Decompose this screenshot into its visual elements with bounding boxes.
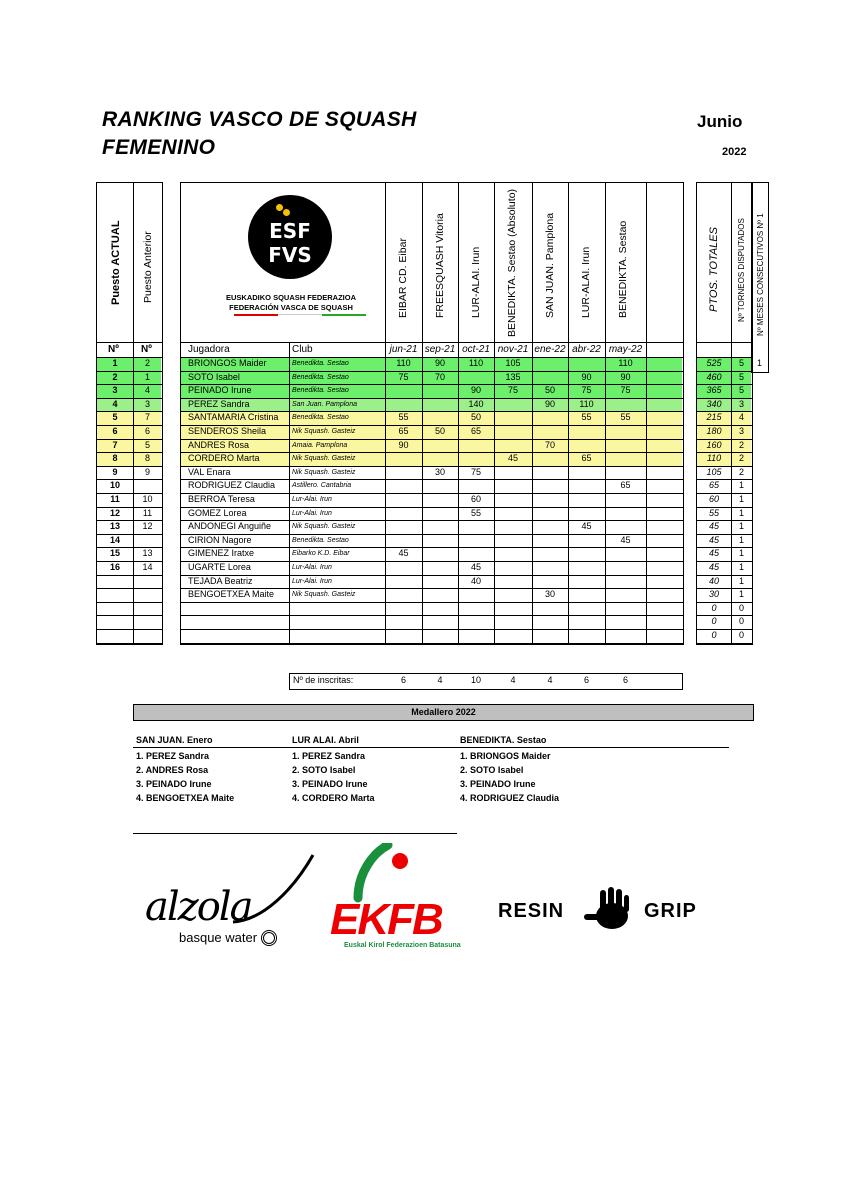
score-cell: 30 bbox=[434, 466, 445, 477]
tournaments-played: 1 bbox=[738, 589, 744, 600]
ekfb-logo bbox=[330, 843, 475, 958]
logo-line1: ESF bbox=[269, 219, 311, 243]
row-position: 1 bbox=[112, 358, 118, 368]
row-divider bbox=[96, 575, 162, 576]
row-position: 11 bbox=[110, 494, 120, 504]
row-divider bbox=[180, 561, 683, 562]
player-club: Benedikta. Sestao bbox=[292, 360, 349, 367]
row-prev-position: 3 bbox=[144, 398, 150, 409]
player-name: BERROA Teresa bbox=[188, 494, 255, 504]
score-cell: 45 bbox=[620, 534, 631, 545]
score-cell: 65 bbox=[398, 426, 409, 436]
medallero-divider bbox=[133, 833, 457, 834]
hand-print-icon bbox=[580, 886, 642, 936]
player-club: San Juan. Pamplona bbox=[292, 400, 357, 408]
row-position: 12 bbox=[109, 507, 120, 518]
row-position: 14 bbox=[109, 534, 120, 545]
row-prev-position: 11 bbox=[142, 507, 153, 518]
inscritas-value: 6 bbox=[622, 675, 628, 685]
medallero-title: Medallero 2022 bbox=[411, 707, 476, 717]
row-prev-position: 7 bbox=[144, 412, 150, 423]
score-cell: 75 bbox=[507, 385, 518, 396]
tournament-date: ene-22 bbox=[534, 344, 566, 355]
esf-logo bbox=[248, 195, 332, 279]
logo-green-stripe bbox=[322, 314, 366, 316]
row-divider bbox=[180, 643, 683, 644]
no-header: Nº bbox=[141, 344, 152, 355]
inscritas-value: 4 bbox=[510, 675, 516, 685]
tournament-date: may-22 bbox=[608, 344, 643, 355]
score-cell: 70 bbox=[434, 371, 445, 382]
medallero-item: 2. SOTO Isabel bbox=[460, 765, 524, 775]
tournament-header: FREESQUASH Vitoria bbox=[434, 213, 446, 318]
total-points: 30 bbox=[708, 589, 719, 600]
medallero-item: 1. PEREZ Sandra bbox=[136, 751, 210, 761]
player-name: CIRION Nagore bbox=[188, 534, 252, 545]
score-cell: 55 bbox=[620, 412, 631, 423]
row-divider bbox=[180, 342, 683, 343]
tournament-header: LUR-ALAI. Irun bbox=[580, 246, 592, 318]
score-cell: 75 bbox=[398, 371, 409, 382]
row-divider bbox=[180, 439, 683, 440]
score-cell: 90 bbox=[470, 385, 481, 396]
meses-header: Nº MESES CONSECUTIVOS Nº 1 bbox=[756, 213, 765, 336]
total-points: 45 bbox=[708, 521, 719, 532]
player-club: Benedikta. Sestao bbox=[292, 387, 349, 395]
tournaments-played: 1 bbox=[738, 480, 744, 491]
player-club: Benedikta. Sestao bbox=[292, 536, 349, 544]
total-points: 0 bbox=[711, 616, 717, 627]
row-position: 13 bbox=[109, 521, 120, 532]
player-name: TEJADA Beatriz bbox=[188, 575, 253, 586]
row-divider bbox=[96, 615, 162, 616]
player-club: Lur-Alai. Irun bbox=[292, 564, 332, 571]
inscritas-value: 4 bbox=[547, 675, 553, 685]
logo-caption1: EUSKADIKO SQUASH FEDERAZIOA bbox=[225, 293, 356, 302]
score-cell: 75 bbox=[470, 466, 481, 477]
score-cell: 135 bbox=[505, 371, 521, 382]
score-cell: 110 bbox=[396, 358, 411, 368]
row-position: 6 bbox=[112, 426, 118, 436]
score-cell: 45 bbox=[470, 562, 481, 572]
tournaments-played: 2 bbox=[738, 453, 744, 464]
score-cell: 30 bbox=[544, 589, 555, 600]
score-cell: 65 bbox=[470, 426, 481, 436]
tournaments-played: 5 bbox=[738, 385, 744, 396]
total-points: 160 bbox=[706, 439, 722, 450]
total-points: 45 bbox=[708, 534, 719, 545]
score-cell: 50 bbox=[434, 426, 445, 436]
row-prev-position: 1 bbox=[144, 371, 150, 382]
medallero-item: 2. SOTO Isabel bbox=[292, 765, 356, 775]
medallero-item: 3. PEINADO Irune bbox=[460, 779, 536, 789]
player-name: ANDONEGI Anguiñe bbox=[188, 521, 272, 532]
score-cell: 45 bbox=[507, 453, 518, 464]
score-cell: 90 bbox=[581, 371, 592, 382]
total-points: 525 bbox=[706, 358, 722, 368]
medallero-item: 4. BENGOETXEA Maite bbox=[136, 793, 235, 803]
alzola-sub: basque water bbox=[179, 930, 258, 945]
tournaments-played: 5 bbox=[738, 371, 744, 382]
row-prev-position: 13 bbox=[142, 548, 153, 559]
row-divider bbox=[96, 602, 162, 603]
score-cell: 110 bbox=[468, 358, 484, 368]
row-prev-position: 12 bbox=[142, 521, 153, 532]
row-divider bbox=[180, 493, 683, 494]
row-prev-position: 5 bbox=[144, 439, 150, 450]
player-name: ANDRES Rosa bbox=[188, 439, 250, 450]
medallero-bar bbox=[133, 704, 754, 721]
total-points: 65 bbox=[708, 480, 719, 491]
inscritas-label: Nº de inscritas: bbox=[293, 675, 354, 685]
player-club: Eibarko K.D. Eibar bbox=[292, 550, 350, 558]
player-club: Nik Squash. Gasteiz bbox=[292, 591, 356, 599]
row-divider bbox=[96, 588, 162, 589]
score-cell: 70 bbox=[544, 439, 555, 450]
logo-caption2: FEDERACIÓN VASCA DE SQUASH bbox=[229, 303, 353, 312]
score-cell: 40 bbox=[470, 575, 481, 586]
row-divider bbox=[96, 629, 162, 630]
player-name: BRIONGOS Maider bbox=[188, 358, 267, 368]
tournament-header: SAN JUAN. Pamplona bbox=[544, 212, 556, 318]
score-cell: 75 bbox=[620, 385, 631, 396]
score-cell: 50 bbox=[544, 385, 555, 396]
row-prev-position: 4 bbox=[144, 385, 150, 396]
score-cell: 75 bbox=[581, 385, 592, 396]
ekfb-figure-icon bbox=[338, 843, 418, 903]
row-position: 2 bbox=[112, 371, 118, 382]
month-label: Junio bbox=[697, 112, 743, 131]
puesto-actual-header: Puesto ACTUAL bbox=[110, 220, 122, 305]
row-position: 8 bbox=[112, 453, 118, 464]
tournaments-played: 1 bbox=[738, 534, 744, 545]
ekfb-sub: Euskal Kirol Federazioen Batasuna bbox=[344, 942, 461, 949]
score-cell: 110 bbox=[579, 398, 594, 409]
medallero-item: 3. PEINADO Irune bbox=[136, 779, 212, 789]
tournament-header: BENEDIKTA. Sestao bbox=[617, 220, 629, 318]
row-divider bbox=[180, 602, 683, 603]
no-header: Nº bbox=[108, 344, 119, 355]
score-cell: 60 bbox=[470, 494, 481, 504]
total-points: 110 bbox=[706, 453, 722, 464]
months-first: 1 bbox=[756, 358, 762, 368]
medallero-item: 4. RODRIGUEZ Claudia bbox=[460, 793, 560, 803]
tournaments-played: 5 bbox=[738, 358, 744, 368]
water-drop-icon bbox=[261, 930, 277, 946]
player-club: Benedikta. Sestao bbox=[292, 414, 349, 422]
total-points: 365 bbox=[706, 385, 722, 396]
player-club: Nik Squash. Gasteiz bbox=[292, 468, 356, 476]
tournaments-played: 1 bbox=[738, 575, 744, 586]
tournaments-played: 1 bbox=[738, 507, 744, 518]
score-cell: 90 bbox=[544, 398, 555, 409]
tournament-header: BENEDIKTA. Sestao (Absoluto) bbox=[506, 188, 518, 337]
player-name: UGARTE Lorea bbox=[188, 562, 251, 572]
total-points: 55 bbox=[708, 507, 719, 518]
row-prev-position: 8 bbox=[144, 453, 150, 464]
tournaments-played: 3 bbox=[738, 398, 744, 409]
player-club: Nik Squash. Gasteiz bbox=[292, 523, 356, 531]
player-club: Nik Squash. Gasteiz bbox=[292, 455, 356, 463]
row-divider bbox=[180, 398, 683, 399]
jugadora-header: Jugadora bbox=[188, 344, 230, 355]
ptos-totales-header: PTOS. TOTALES bbox=[708, 227, 720, 312]
total-points: 60 bbox=[708, 494, 719, 504]
score-cell: 45 bbox=[581, 521, 592, 532]
player-club: Lur-Alai. Irun bbox=[292, 577, 332, 585]
row-position: 3 bbox=[112, 385, 118, 396]
player-name: SANTAMARIA Cristina bbox=[188, 412, 279, 423]
total-points: 340 bbox=[706, 398, 722, 409]
total-points: 105 bbox=[706, 466, 722, 477]
tournament-date: sep-21 bbox=[424, 344, 456, 355]
logo-white-stripe bbox=[278, 314, 322, 316]
tournaments-played: 0 bbox=[738, 602, 744, 613]
medallero-heading: SAN JUAN. Enero bbox=[136, 735, 213, 745]
tournament-date: nov-21 bbox=[497, 344, 529, 355]
medallero-item: 4. CORDERO Marta bbox=[292, 793, 375, 803]
tournaments-played: 0 bbox=[738, 630, 744, 640]
player-name: PEREZ Sandra bbox=[188, 398, 250, 409]
score-cell: 55 bbox=[581, 412, 592, 423]
total-points: 45 bbox=[708, 562, 719, 572]
medallero-item: 2. ANDRES Rosa bbox=[136, 765, 209, 775]
row-position: 4 bbox=[112, 398, 118, 409]
row-divider bbox=[180, 547, 683, 548]
alzola-wordmark: alzola bbox=[145, 884, 252, 930]
alzola-logo bbox=[143, 850, 323, 960]
inscritas-value: 6 bbox=[400, 675, 406, 685]
row-position: 7 bbox=[112, 439, 118, 450]
player-name: GIMENEZ Iratxe bbox=[188, 548, 255, 559]
row-prev-position: 6 bbox=[144, 426, 150, 436]
row-divider bbox=[180, 615, 683, 616]
player-club: Lur-Alai. Irun bbox=[292, 509, 332, 517]
resingrip-logo bbox=[498, 886, 748, 936]
row-divider bbox=[180, 575, 683, 576]
row-position: 9 bbox=[112, 466, 118, 477]
ball-icon bbox=[276, 204, 283, 211]
tournaments-played: 1 bbox=[738, 548, 744, 559]
tournaments-played: 3 bbox=[738, 426, 744, 436]
inscritas-value: 4 bbox=[437, 675, 443, 685]
score-cell: 90 bbox=[398, 439, 409, 450]
tournament-date: oct-21 bbox=[462, 344, 490, 355]
medallero-heading-underline bbox=[133, 747, 729, 748]
tournament-header: LUR-ALAI. Irun bbox=[470, 246, 482, 318]
total-points: 0 bbox=[711, 630, 717, 640]
page-subtitle: FEMENINO bbox=[102, 136, 216, 159]
player-club: Benedikta. Sestao bbox=[292, 373, 349, 381]
row-prev-position: 9 bbox=[144, 466, 150, 477]
player-name: CORDERO Marta bbox=[188, 453, 260, 464]
player-name: VAL Enara bbox=[188, 466, 231, 477]
total-points: 40 bbox=[708, 575, 719, 586]
year-label: 2022 bbox=[722, 146, 747, 158]
row-position: 5 bbox=[112, 412, 118, 423]
total-points: 460 bbox=[706, 371, 722, 382]
score-cell: 45 bbox=[398, 548, 409, 559]
medallero-item: 3. PEINADO Irune bbox=[292, 779, 368, 789]
score-cell: 90 bbox=[620, 371, 631, 382]
tournament-date: jun-21 bbox=[389, 344, 418, 355]
tournaments-played: 1 bbox=[738, 494, 744, 504]
total-points: 215 bbox=[706, 412, 722, 423]
page-title: RANKING VASCO DE SQUASH bbox=[102, 108, 417, 131]
medallero-heading: BENEDIKTA. Sestao bbox=[460, 735, 547, 745]
player-name: SOTO Isabel bbox=[188, 371, 240, 382]
player-name: GOMEZ Lorea bbox=[188, 507, 247, 518]
score-cell: 140 bbox=[468, 398, 484, 409]
player-name: PEINADO Irune bbox=[188, 385, 252, 396]
logo-line2: FVS bbox=[268, 243, 312, 267]
row-position: 16 bbox=[109, 562, 120, 572]
player-club: Astillero. Cantabria bbox=[292, 482, 352, 490]
tournament-date: abr-22 bbox=[572, 344, 601, 355]
medallero-item: 1. BRIONGOS Maider bbox=[460, 751, 551, 761]
row-position: 15 bbox=[109, 548, 120, 559]
tournament-header: EIBAR CD. Eibar bbox=[397, 238, 409, 318]
torneos-header: Nº TORNEOS DISPUTADOS bbox=[737, 218, 746, 322]
row-prev-position: 10 bbox=[142, 494, 153, 504]
score-cell: 65 bbox=[581, 453, 592, 464]
score-cell: 90 bbox=[434, 358, 445, 368]
player-club: Amaia. Pamplona bbox=[292, 441, 348, 449]
tournaments-played: 1 bbox=[738, 521, 744, 532]
score-cell: 65 bbox=[620, 480, 631, 491]
score-cell: 110 bbox=[618, 358, 633, 368]
row-divider bbox=[96, 342, 162, 343]
player-club: Lur-Alai. Irun bbox=[292, 496, 332, 503]
grip-wordmark: GRIP bbox=[644, 900, 697, 922]
tournaments-played: 1 bbox=[738, 562, 744, 572]
player-name: BENGOETXEA Maite bbox=[188, 589, 275, 600]
total-points: 180 bbox=[706, 426, 722, 436]
player-name: RODRIGUEZ Claudia bbox=[188, 480, 276, 491]
tournaments-played: 0 bbox=[738, 616, 744, 627]
row-divider bbox=[696, 643, 752, 644]
row-prev-position: 14 bbox=[142, 562, 153, 572]
tournaments-played: 2 bbox=[738, 439, 744, 450]
score-cell: 105 bbox=[505, 358, 521, 368]
club-header: Club bbox=[292, 344, 313, 355]
puesto-anterior-header: Puesto Anterior bbox=[142, 231, 154, 303]
row-prev-position: 2 bbox=[144, 358, 150, 368]
row-divider bbox=[696, 342, 752, 343]
score-cell: 55 bbox=[398, 412, 409, 423]
inscritas-value: 6 bbox=[583, 675, 589, 685]
medallero-item: 1. PEREZ Sandra bbox=[292, 751, 366, 761]
resin-wordmark: RESIN bbox=[498, 900, 565, 922]
inscritas-value: 10 bbox=[470, 675, 481, 685]
row-divider bbox=[180, 507, 683, 508]
total-points: 45 bbox=[708, 548, 719, 559]
total-points: 0 bbox=[711, 602, 717, 613]
score-cell: 55 bbox=[470, 507, 481, 518]
logo-red-stripe bbox=[234, 314, 278, 316]
player-club: Nik Squash. Gasteiz bbox=[292, 428, 356, 435]
score-cell: 50 bbox=[470, 412, 481, 423]
row-divider bbox=[96, 643, 162, 644]
player-name: SENDEROS Sheila bbox=[188, 426, 267, 436]
row-divider bbox=[180, 629, 683, 630]
medallero-heading: LUR ALAI. Abril bbox=[292, 735, 359, 745]
ball-icon bbox=[283, 209, 290, 216]
row-position: 10 bbox=[109, 480, 120, 491]
ekfb-wordmark: EKFB bbox=[330, 895, 442, 944]
tournaments-played: 4 bbox=[738, 412, 744, 423]
tournaments-played: 2 bbox=[738, 466, 744, 477]
